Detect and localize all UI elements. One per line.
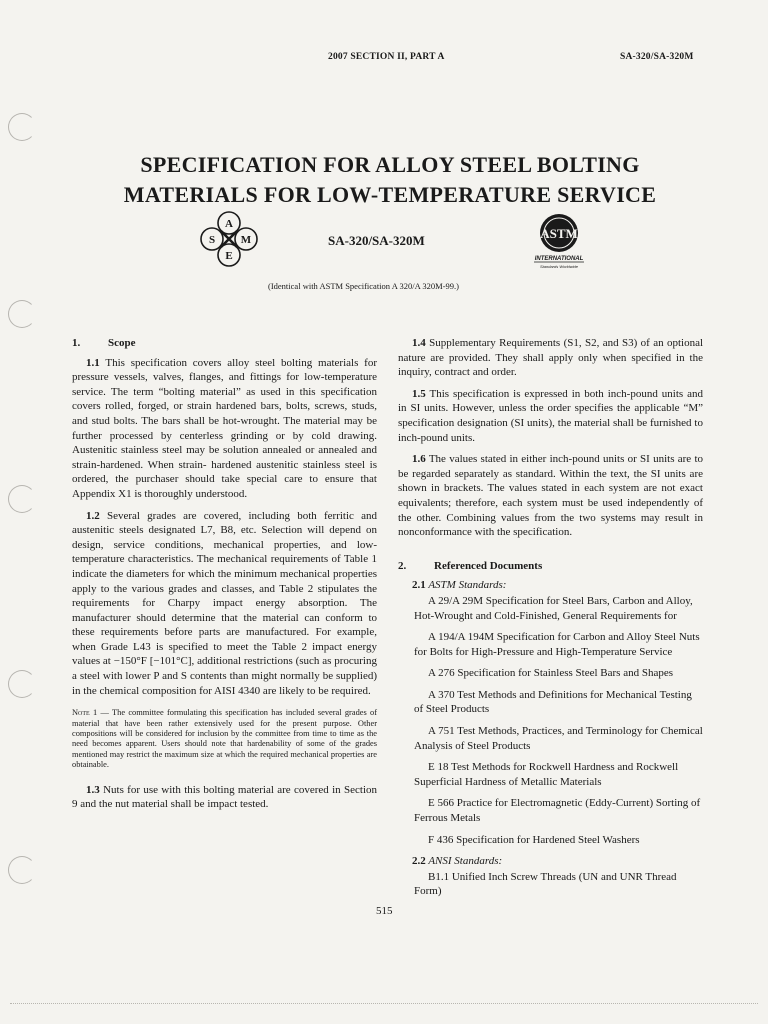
paragraph-1-4 [398,336,703,380]
astm-logo [528,212,590,270]
subsection-heading-ansi [412,854,703,869]
paragraph-number: 1.1 [86,356,100,369]
punch-hole-mark [8,113,36,141]
page-number: 515 [376,905,393,917]
section-title: Scope [108,337,136,349]
astm-logo-tagline: Standards Worldwide [539,264,579,269]
punch-hole-mark [8,856,36,884]
section-heading-referenced-documents [398,559,703,574]
paragraph-1-6 [398,452,703,540]
paragraph-text: This specification is expressed in both inch-pound units and in SI units. However, unless the order specifies the applicable “M” specification designation (SI units), the material shall be furnished to inch-pound units. [398,387,703,444]
subsection-title: ASTM Standards: [428,579,507,592]
astm-logo-text: ASTM [540,226,578,241]
note-1 [72,708,377,770]
paragraph-number: 1.6 [412,453,426,466]
paragraph-1-5 [398,387,703,445]
paragraph-number: 2.2 [412,855,426,868]
paragraph-number: 2.1 [412,579,426,592]
specification-id: SA-320/SA-320M [328,233,425,248]
paragraph-1-2 [72,509,377,699]
reference-item: A 276 Specification for Stainless Steel Bars and Shapes [428,667,674,680]
reference-item: B1.1 Unified Inch Screw Threads (UN and UNR Thread Form) [414,870,677,898]
left-column [72,336,377,819]
asme-letter: S [208,234,216,246]
section-heading-scope [72,336,377,351]
note-text: — The committee formulating this specification has included several grades of material that have been rather extensively used for the present purpose. Other compositions will be considered for inclusion by the committee from time to time as the need becomes apparent. Users should note that hardenability of some of the grades mentioned may restrict the maximum size at which the required mechanical properties are obtainable. [72,708,377,770]
reference-item: A 194/A 194M Specification for Carbon and Alloy Steel Nuts for Bolts for High-Pressure and High-Temperature Service [414,631,700,658]
paragraph-number: 1.2 [86,509,100,522]
title-line-2: MATERIALS FOR LOW-TEMPERATURE SERVICE [123,182,657,207]
scan-edge-rule [10,1003,758,1004]
paragraph-number: 1.5 [412,387,426,400]
running-header-left: 2007 SECTION II, PART A [328,52,445,62]
identical-with-note: (Identical with ASTM Specification A 320/A 320M-99.) [268,281,459,291]
section-number: 2. [398,559,407,572]
astm-logo-subtext: INTERNATIONAL [534,256,584,262]
asme-logo [197,210,261,268]
paragraph-1-1 [72,356,377,502]
reference-item: E 566 Practice for Electromagnetic (Eddy-Current) Sorting of Ferrous Metals [414,797,701,825]
title-line-1: SPECIFICATION FOR ALLOY STEEL BOLTING [140,152,640,177]
paragraph-text: This specification covers alloy steel bolting materials for pressure vessels, valves, flanges, and fittings for low-temperature service. The term “bolting material” as used in this specification covers rolled, forged, or strain hardened bars, bolts, screws, studs, and stud bolts. The bars shall be hot-wrought. The material may be further processed by centerless grinding or by cold drawing. Austenitic stainless steel may be solution annealed or annealed and strain-hardened. When strain- hardened austenitic stainless steel is ordered, the purchaser should take special care to ensure that Appendix X1 is thoroughly understood. [72,356,377,500]
paragraph-text: The values stated in either inch-pound units or SI units are to be regarded separately as standard. Within the text, the SI units are shown in brackets. The values stated in each system are not exact equivalents; therefore, each system must be used independently of the other. Combining values from the two systems may result in nonconformance with the specification. [398,453,703,539]
paragraph-number: 1.4 [412,337,426,349]
reference-item: F 436 Specification for Hardened Steel Washers [428,833,640,846]
asme-letter: A [225,218,233,230]
asme-letter: M [240,234,252,246]
punch-hole-mark [8,300,36,328]
running-header-right: SA-320/SA-320M [620,52,694,62]
reference-item: A 29/A 29M Specification for Steel Bars, Carbon and Alloy, Hot-Wrought and Cold-Finished, General Requirements for [414,594,693,622]
paragraph-text: Several grades are covered, including both ferritic and austenitic steels designated L7, B8, etc. Selection will depend on design, service conditions, mechanical properties, and low-temperature characteristics. The mechanical requirements of Table 1 indicate the diameters for which the minimum mechanical properties apply to the various grades and classes, and Table 2 stipulates the requirements for Charpy impact energy absorption. The manufacturer should determine that the material can conform to these requirements before parts are manufactured. For example, when Grade L43 is specified to meet the Table 2 impact energy values at −150°F [−101°C], additional restrictions (such as procuring a steel with lower P and S contents than might normally be supplied) in the chemical composition for AISI 4340 are likely to be required. [72,509,378,697]
asme-letter: E [225,250,233,262]
paragraph-text: Nuts for use with this bolting material are covered in Section 9 and the nut material shall be impact tested. [72,783,377,811]
reference-item: A 751 Test Methods, Practices, and Terminology for Chemical Analysis of Steel Products [414,725,703,752]
paragraph-1-3 [72,783,377,812]
paragraph-text: Supplementary Requirements (S1, S2, and S3) of an optional nature are provided. They shall apply only when specified in the inquiry, contract and order. [398,337,704,379]
section-title: Referenced Documents [434,559,543,572]
paragraph-number: 1.3 [86,783,100,796]
right-column [398,336,703,906]
reference-item: E 18 Test Methods for Rockwell Hardness and Rockwell Superficial Hardness of Metallic Materials [414,761,679,788]
subsection-title: ANSI Standards: [428,855,503,868]
punch-hole-mark [8,670,36,698]
subsection-heading-astm [412,578,703,593]
note-label: Note 1 [72,708,98,718]
reference-item: A 370 Test Methods and Definitions for Mechanical Testing of Steel Products [414,688,692,716]
section-number: 1. [72,337,81,349]
document-title [60,150,720,210]
punch-hole-mark [8,485,36,513]
